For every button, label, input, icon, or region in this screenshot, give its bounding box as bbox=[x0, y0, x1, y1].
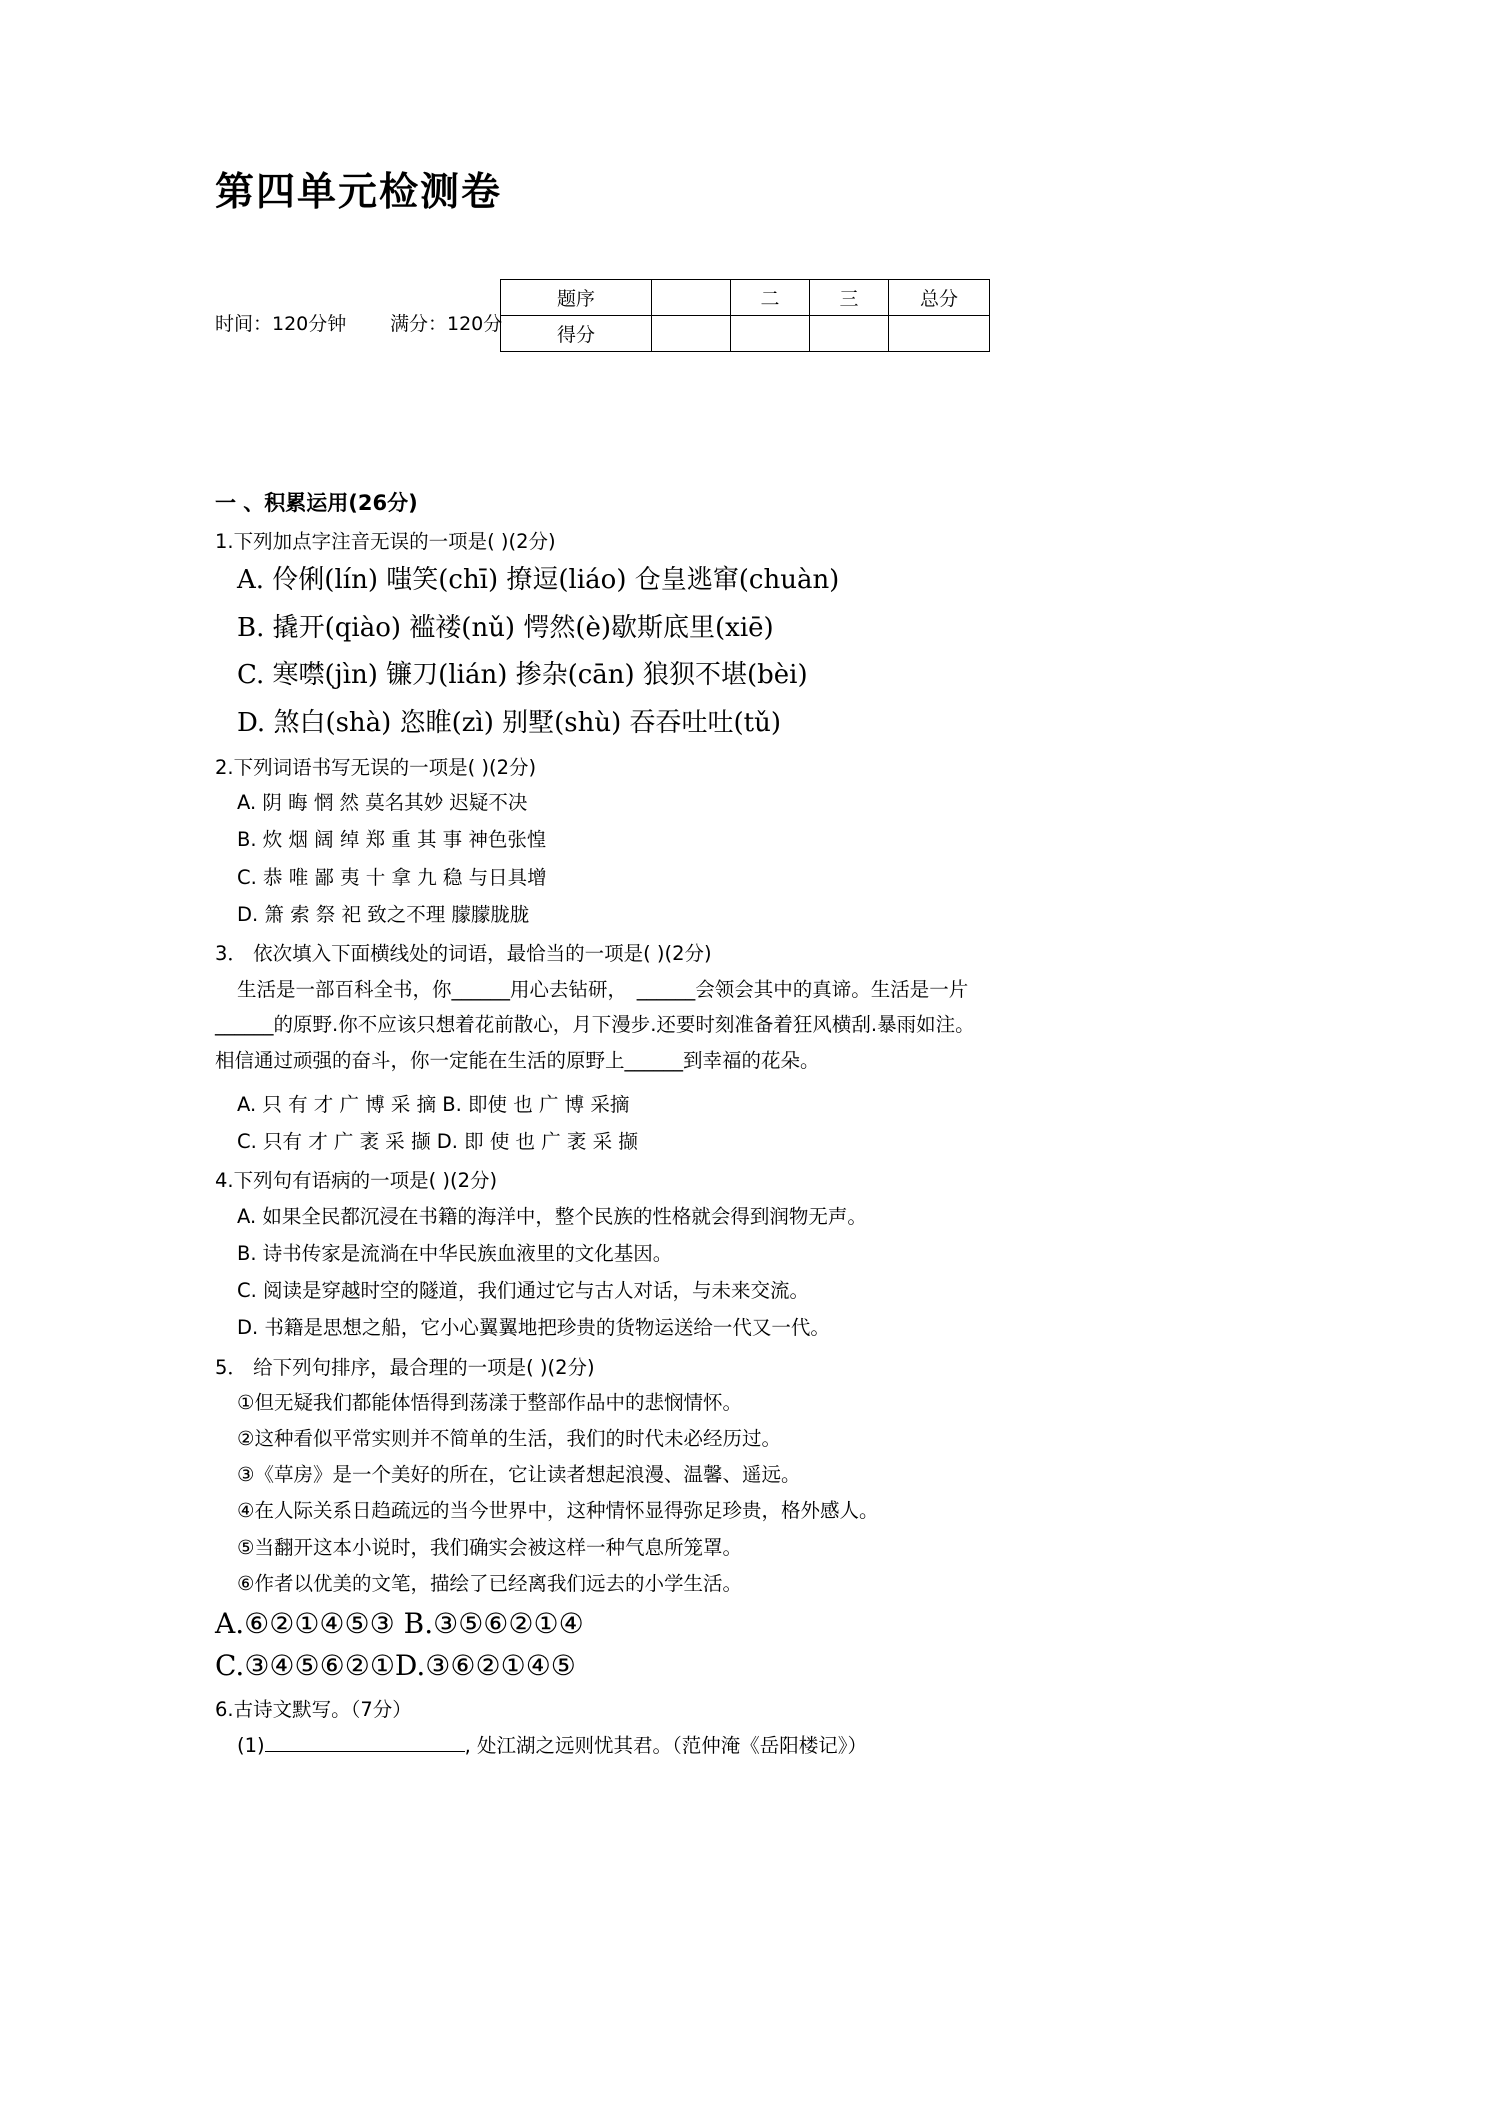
question-5-item-2: ②这种看似平常实则并不简单的生活，我们的时代未必经历过。 bbox=[237, 1427, 781, 1451]
question-6-item-1-prefix: (1) bbox=[237, 1733, 265, 1757]
question-5-stem: 5． 给下列句排序，最合理的一项是( )(2分) bbox=[215, 1355, 595, 1379]
question-1-option-d: D. 煞白(shà) 恣睢(zì) 别墅(shù) 吞吞吐吐(tǔ) bbox=[237, 708, 782, 739]
score-cell-1-2 bbox=[810, 315, 889, 351]
question-4-option-a: A. 如果全民都沉浸在书籍的海洋中，整个民族的性格就会得到润物无声。 bbox=[237, 1204, 867, 1228]
score-table-col-2: 三 bbox=[810, 279, 889, 315]
question-4-option-c: C. 阅读是穿越时空的隧道，我们通过它与古人对话，与未来交流。 bbox=[237, 1279, 810, 1303]
question-1-option-c: C. 寒噤(jìn) 镰刀(lián) 掺杂(cān) 狼狈不堪(bèi) bbox=[237, 660, 808, 691]
table-row bbox=[501, 315, 990, 351]
question-2-option-d: D. 箫 索 祭 祀 致之不理 朦朦胧胧 bbox=[237, 902, 530, 926]
question-2-stem: 2.下列词语书写无误的一项是( )(2分) bbox=[215, 755, 537, 779]
question-1-stem: 1.下列加点字注音无误的一项是( )(2分) bbox=[215, 529, 556, 553]
question-6-stem: 6.古诗文默写。（7分） bbox=[215, 1697, 412, 1721]
question-2-option-a: A. 阴 晦 惘 然 莫名其妙 迟疑不决 bbox=[237, 791, 528, 815]
score-table-col-0 bbox=[652, 279, 731, 315]
question-4-stem: 4.下列句有语病的一项是( )(2分) bbox=[215, 1169, 498, 1193]
question-3-passage-line-1: 生活是一部百科全书，你______用心去钻研， ______会领会其中的真谛。生活是一片 bbox=[237, 978, 969, 1002]
page-content bbox=[215, 170, 1285, 1765]
question-4-option-b: B. 诗书传家是流淌在中华民族血液里的文化基因。 bbox=[237, 1241, 673, 1265]
question-5-item-6: ⑥作者以优美的文笔，描绘了已经离我们远去的小学生活。 bbox=[237, 1571, 742, 1595]
exam-meta-row bbox=[215, 279, 1285, 352]
question-3-options-line-1: A. 只 有 才 广 博 采 摘 B. 即使 也 广 博 采摘 bbox=[237, 1092, 630, 1116]
question-1-option-b: B. 撬开(qiào) 褴褛(nǔ) 愕然(è)歇斯底里(xiē) bbox=[237, 612, 774, 643]
score-table-col-1: 二 bbox=[731, 279, 810, 315]
question-5-item-4: ④在人际关系日趋疏远的当今世界中，这种情怀显得弥足珍贵，格外感人。 bbox=[237, 1499, 879, 1523]
question-6-item-1-suffix: , 处江湖之远则忧其君。（范仲淹《岳阳楼记》） bbox=[464, 1733, 868, 1757]
score-table-label-1: 得分 bbox=[501, 315, 652, 351]
question-4-option-d: D. 书籍是思想之船，它小心翼翼地把珍贵的货物运送给一代又一代。 bbox=[237, 1316, 830, 1340]
page-title: 第四单元检测卷 bbox=[215, 170, 503, 215]
question-3-options-line-2: C. 只有 才 广 袤 采 撷 D. 即 使 也 广 袤 采 撷 bbox=[237, 1130, 638, 1154]
question-2-option-c: C. 恭 唯 鄙 夷 十 拿 九 稳 与日具增 bbox=[237, 865, 547, 889]
question-3-passage-line-3: 相信通过顽强的奋斗，你一定能在生活的原野上______到幸福的花朵。 bbox=[215, 1048, 820, 1072]
question-3-passage-line-2: ______的原野.你不应该只想着花前散心，月下漫步.还要时刻准备着狂风横刮.暴雨如注。 bbox=[215, 1013, 975, 1037]
exam-time: 时间：120分钟 bbox=[215, 312, 347, 335]
score-cell-1-0 bbox=[652, 315, 731, 351]
question-3-stem: 3． 依次填入下面横线处的词语，最恰当的一项是( )(2分) bbox=[215, 942, 712, 966]
question-5-answers-line-2: C.③④⑤⑥②①D.③⑥②①④⑤ bbox=[215, 1648, 576, 1682]
table-row bbox=[501, 279, 990, 315]
question-1-option-a: A. 伶俐(lín) 嗤笑(chī) 撩逗(liáo) 仓皇逃窜(chuàn) bbox=[237, 565, 840, 596]
question-5-item-3: ③《草房》是一个美好的所在，它让读者想起浪漫、温馨、遥远。 bbox=[237, 1463, 801, 1487]
score-table-label-0: 题序 bbox=[501, 279, 652, 315]
question-5-item-5: ⑤当翻开这本小说时，我们确实会被这样一种气息所笼罩。 bbox=[237, 1535, 742, 1559]
score-cell-1-3 bbox=[889, 315, 990, 351]
score-table-col-3: 总分 bbox=[889, 279, 990, 315]
score-cell-1-1 bbox=[731, 315, 810, 351]
question-5-item-1: ①但无疑我们都能体悟得到荡漾于整部作品中的悲悯情怀。 bbox=[237, 1390, 742, 1414]
exam-full-score: 满分：120分 bbox=[390, 312, 503, 335]
fill-blank bbox=[265, 1751, 465, 1752]
question-6-item-1 bbox=[215, 1730, 1285, 1761]
question-5-answers-line-1: A.⑥②①④⑤③ B.③⑤⑥②①④ bbox=[215, 1607, 584, 1641]
question-2-option-b: B. 炊 烟 阔 绰 郑 重 其 事 神色张惶 bbox=[237, 828, 547, 852]
score-table bbox=[500, 279, 990, 352]
section-heading-1: 一 、积累运用(26分) bbox=[215, 490, 418, 515]
